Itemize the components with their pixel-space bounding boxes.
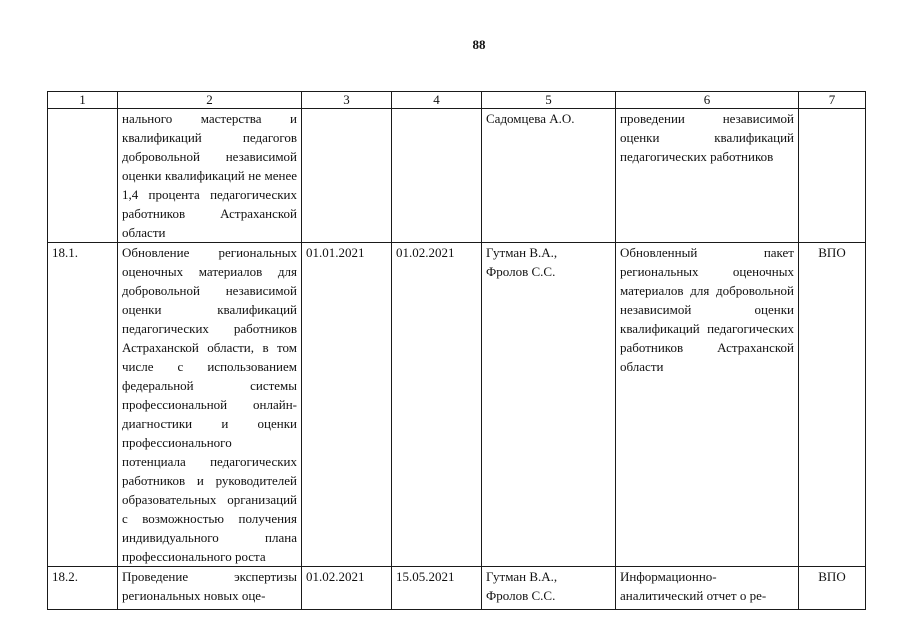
- end-date: 01.02.2021: [392, 243, 482, 567]
- start-date: [302, 109, 392, 243]
- plan-table: [47, 91, 866, 610]
- column-number: 2: [118, 92, 302, 109]
- item-number: 18.1.: [48, 243, 118, 567]
- column-number: 3: [302, 92, 392, 109]
- responsible-persons: Гутман В.А., Фролов С.С.: [482, 243, 616, 567]
- start-date: 01.01.2021: [302, 243, 392, 567]
- responsible-persons: Садомцева А.О.: [482, 109, 616, 243]
- item-description: Обновление региональных оценочных материалов для добровольной независимой оценки квалификаций педагогических работников Астраханской области, в том числе с использованием федеральной системы профессиональной онлайн-диагностики и оценки профессионального потенциала педагогических работников и руководителей образовательных организаций с возможностью получения индивидуального плана профессионального роста: [118, 243, 302, 567]
- document-type: ВПО: [799, 243, 866, 567]
- column-number: 1: [48, 92, 118, 109]
- column-number: 5: [482, 92, 616, 109]
- item-description: нального мастерства и квалификаций педагогов добровольной независимой оценки квалификаций не менее 1,4 процента педагогических работников Астраханской области: [118, 109, 302, 243]
- responsible-persons: Гутман В.А., Фролов С.С.: [486, 569, 558, 603]
- start-date: 01.02.2021: [306, 569, 365, 584]
- table-row: [48, 109, 866, 243]
- item-description: Проведение экспертизы региональных новых оце-: [122, 569, 297, 603]
- expected-result: Обновленный пакет региональных оценочных материалов для добровольной независимой оценки квалификаций педагогических работников Астраханской области: [616, 243, 799, 567]
- document-type: [799, 109, 866, 243]
- end-date: 15.05.2021: [396, 569, 455, 584]
- column-number-row: [48, 92, 866, 109]
- column-number: 4: [392, 92, 482, 109]
- table-row: [48, 243, 866, 567]
- page-number: 88: [472, 37, 486, 52]
- expected-result: проведении независимой оценки квалификаций педагогических работников: [616, 109, 799, 243]
- item-number: [48, 109, 118, 243]
- expected-result: Информационно-аналитический отчет о ре-: [620, 569, 767, 603]
- document-type: ВПО: [818, 569, 846, 584]
- column-number: 6: [616, 92, 799, 109]
- end-date: [392, 109, 482, 243]
- table-row: [48, 567, 866, 610]
- column-number: 7: [799, 92, 866, 109]
- item-number: 18.2.: [52, 569, 78, 584]
